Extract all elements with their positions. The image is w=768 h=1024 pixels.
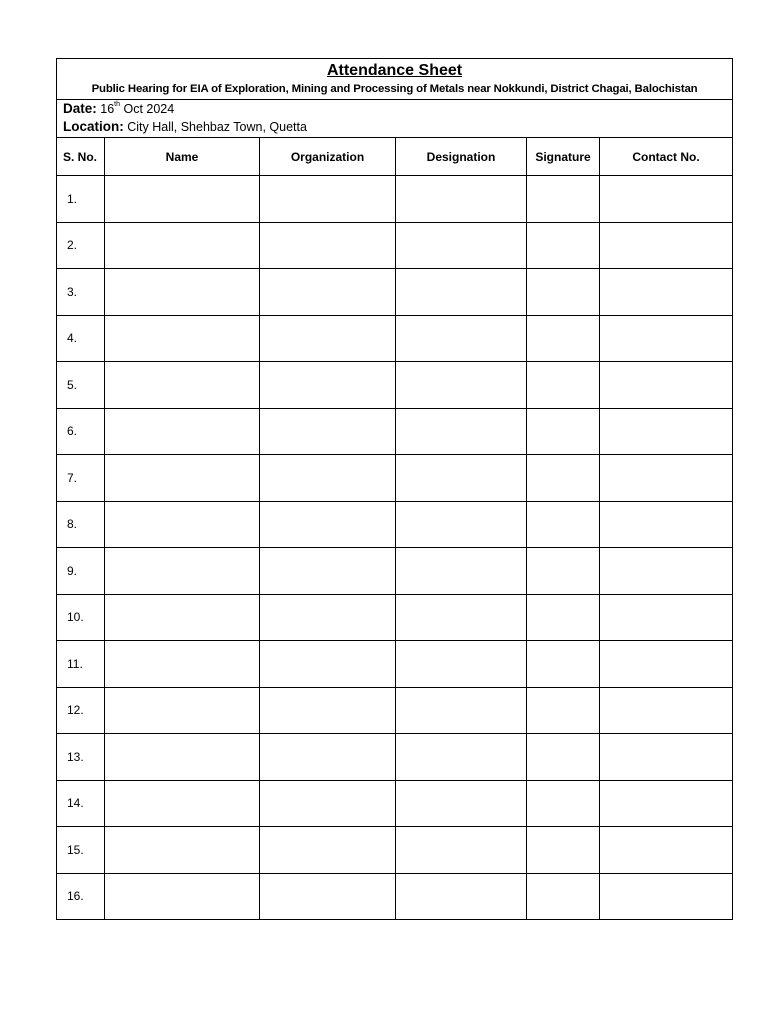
contact-cell [600, 362, 733, 409]
table-row [57, 222, 733, 269]
date-rest: Oct 2024 [123, 102, 175, 116]
header-signature: Signature [527, 138, 600, 176]
organization-cell [260, 455, 396, 502]
title-cell [57, 59, 733, 100]
info-cell [57, 100, 733, 138]
contact-cell [600, 641, 733, 688]
signature-cell [527, 362, 600, 409]
signature-cell [527, 641, 600, 688]
name-cell [105, 501, 260, 548]
signature-cell [527, 873, 600, 920]
name-cell [105, 362, 260, 409]
name-cell [105, 222, 260, 269]
table-row [57, 501, 733, 548]
contact-cell [600, 222, 733, 269]
organization-cell [260, 734, 396, 781]
name-cell [105, 548, 260, 595]
organization-cell [260, 315, 396, 362]
table-row [57, 315, 733, 362]
header-organization: Organization [260, 138, 396, 176]
name-cell [105, 594, 260, 641]
designation-cell [396, 315, 527, 362]
location-value: City Hall, Shehbaz Town, Quetta [127, 120, 307, 134]
serial-number-cell: 10. [57, 594, 105, 641]
designation-cell [396, 408, 527, 455]
table-row [57, 827, 733, 874]
serial-number-cell: 12. [57, 687, 105, 734]
organization-cell [260, 873, 396, 920]
serial-number-cell: 15. [57, 827, 105, 874]
info-row [57, 100, 733, 138]
signature-cell [527, 501, 600, 548]
name-cell [105, 827, 260, 874]
name-cell [105, 176, 260, 223]
signature-cell [527, 408, 600, 455]
organization-cell [260, 408, 396, 455]
contact-cell [600, 501, 733, 548]
designation-cell [396, 687, 527, 734]
attendance-table [56, 58, 733, 920]
name-cell [105, 734, 260, 781]
table-row [57, 176, 733, 223]
contact-cell [600, 827, 733, 874]
designation-cell [396, 734, 527, 781]
contact-cell [600, 408, 733, 455]
contact-cell [600, 780, 733, 827]
name-cell [105, 455, 260, 502]
location-line [63, 118, 732, 136]
serial-number-cell: 2. [57, 222, 105, 269]
organization-cell [260, 594, 396, 641]
signature-cell [527, 176, 600, 223]
serial-number-cell: 1. [57, 176, 105, 223]
name-cell [105, 315, 260, 362]
designation-cell [396, 455, 527, 502]
table-row [57, 408, 733, 455]
organization-cell [260, 687, 396, 734]
serial-number-cell: 3. [57, 269, 105, 316]
organization-cell [260, 827, 396, 874]
table-row [57, 594, 733, 641]
organization-cell [260, 222, 396, 269]
organization-cell [260, 269, 396, 316]
signature-cell [527, 222, 600, 269]
table-row [57, 548, 733, 595]
title-row [57, 59, 733, 100]
organization-cell [260, 362, 396, 409]
signature-cell [527, 687, 600, 734]
sheet-title: Attendance Sheet [326, 62, 463, 79]
header-sno: S. No. [57, 138, 105, 176]
date-line [63, 100, 732, 118]
header-designation: Designation [396, 138, 527, 176]
contact-cell [600, 687, 733, 734]
designation-cell [396, 222, 527, 269]
signature-cell [527, 548, 600, 595]
sheet-subtitle: Public Hearing for EIA of Exploration, Mining and Processing of Metals near Nokkundi, District Chagai, Balochistan [91, 83, 698, 95]
serial-number-cell: 4. [57, 315, 105, 362]
table-row [57, 873, 733, 920]
contact-cell [600, 315, 733, 362]
designation-cell [396, 594, 527, 641]
contact-cell [600, 734, 733, 781]
contact-cell [600, 176, 733, 223]
serial-number-cell: 8. [57, 501, 105, 548]
name-cell [105, 873, 260, 920]
date-day: 16 [100, 102, 115, 116]
organization-cell [260, 641, 396, 688]
serial-number-cell: 5. [57, 362, 105, 409]
designation-cell [396, 873, 527, 920]
designation-cell [396, 641, 527, 688]
contact-cell [600, 548, 733, 595]
signature-cell [527, 315, 600, 362]
date-label: Date: [63, 101, 97, 116]
designation-cell [396, 780, 527, 827]
signature-cell [527, 827, 600, 874]
designation-cell [396, 548, 527, 595]
designation-cell [396, 362, 527, 409]
date-suffix: th [114, 101, 120, 108]
contact-cell [600, 594, 733, 641]
serial-number-cell: 6. [57, 408, 105, 455]
name-cell [105, 780, 260, 827]
designation-cell [396, 501, 527, 548]
contact-cell [600, 873, 733, 920]
serial-number-cell: 7. [57, 455, 105, 502]
serial-number-cell: 11. [57, 641, 105, 688]
table-row [57, 455, 733, 502]
table-row [57, 269, 733, 316]
serial-number-cell: 13. [57, 734, 105, 781]
name-cell [105, 408, 260, 455]
designation-cell [396, 827, 527, 874]
signature-cell [527, 269, 600, 316]
signature-cell [527, 594, 600, 641]
serial-number-cell: 9. [57, 548, 105, 595]
name-cell [105, 269, 260, 316]
organization-cell [260, 501, 396, 548]
serial-number-cell: 14. [57, 780, 105, 827]
header-name: Name [105, 138, 260, 176]
location-label: Location: [63, 119, 124, 134]
contact-cell [600, 269, 733, 316]
table-row [57, 687, 733, 734]
designation-cell [396, 176, 527, 223]
table-row [57, 641, 733, 688]
organization-cell [260, 780, 396, 827]
signature-cell [527, 780, 600, 827]
table-row [57, 362, 733, 409]
signature-cell [527, 734, 600, 781]
name-cell [105, 641, 260, 688]
table-row [57, 734, 733, 781]
contact-cell [600, 455, 733, 502]
header-contact: Contact No. [600, 138, 733, 176]
organization-cell [260, 548, 396, 595]
organization-cell [260, 176, 396, 223]
serial-number-cell: 16. [57, 873, 105, 920]
signature-cell [527, 455, 600, 502]
table-row [57, 780, 733, 827]
designation-cell [396, 269, 527, 316]
header-row [57, 138, 733, 176]
name-cell [105, 687, 260, 734]
